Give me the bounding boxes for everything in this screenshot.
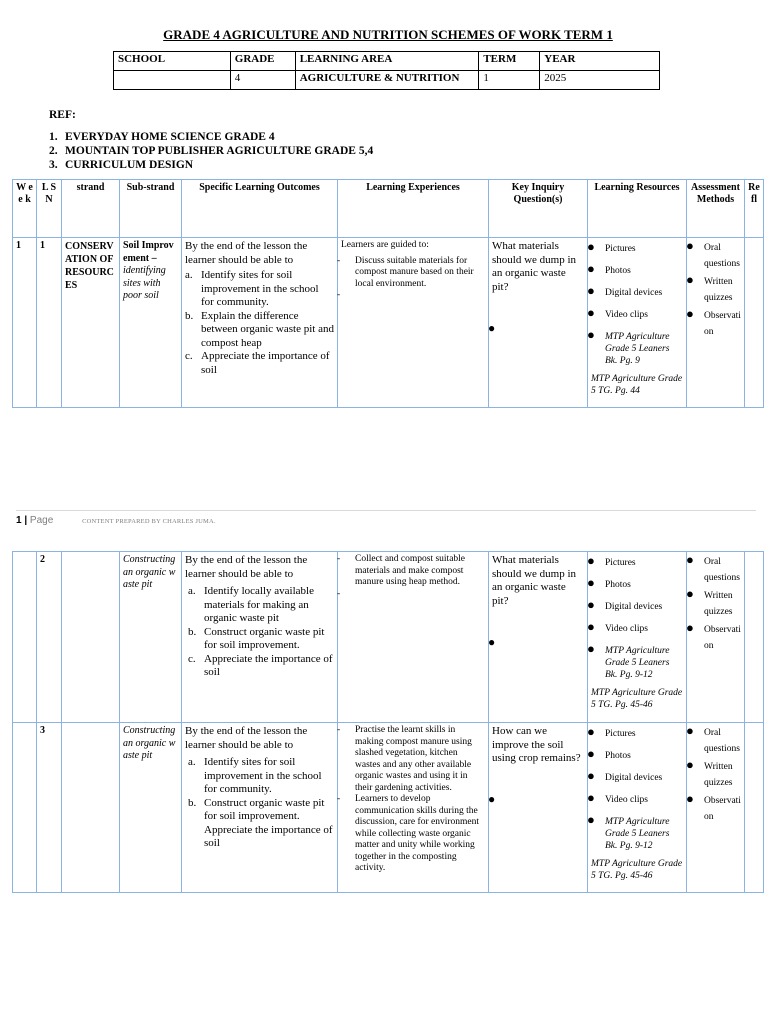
slo-item: b. Construct organic waste pit for soil improvement. Appreciate the importance of soil [188, 796, 333, 849]
reference-item: 1. EVERYDAY HOME SCIENCE GRADE 4 [49, 131, 275, 143]
resource-tg: MTP Agriculture Grade 5 TG. Pg. 44 [591, 374, 683, 396]
page-number: 1 | [16, 515, 28, 526]
experiences-cell: - Collect and compost suitable materials and make compost manure using heap method. - [338, 552, 489, 723]
table-row [13, 238, 764, 408]
kiq-cell [489, 238, 588, 408]
page-word: Page [29, 515, 54, 526]
resource-item: ● MTP Agriculture Grade 5 Leaners Bk. Pg. 9-12 [587, 641, 670, 680]
substrand-desc: Constructing an organic waste pit [123, 554, 176, 590]
col-week: W e e k [13, 180, 37, 238]
exp-item: - Learners to develop communication skills during the discussion, care for environment while collecting waste organic matter and unity while working together in the composting activity. [337, 794, 479, 873]
lsn-cell: 2 [37, 552, 62, 723]
assessment-item: ● Written quizzes [686, 586, 733, 617]
week-cell [13, 552, 37, 723]
slo-intro: By the end of the lesson the learner should be able to [185, 240, 308, 266]
substrand-title: Soil Improvement – [123, 240, 174, 264]
assessment-item: ● Observation [686, 620, 741, 651]
col-slo: Specific Learning Outcomes [182, 180, 338, 238]
experiences-cell [338, 723, 489, 893]
slo-item: a. Identify locally available materials for making an organic waste pit [188, 585, 314, 624]
resource-tg: MTP Agriculture Grade 5 TG. Pg. 45-46 [591, 859, 683, 881]
resource-item: ● Digital devices [587, 597, 663, 612]
info-header-learning-area: LEARNING AREA [295, 52, 479, 71]
slo-item: a. Identify sites for soil improvement in the school for community. [188, 756, 322, 795]
strand-cell: CONSERVATION OF RESOURCES [62, 238, 120, 408]
exp-item: - Collect and compost suitable materials and make compost manure using heap method. [337, 554, 466, 587]
resources-cell [588, 552, 687, 723]
exp-item: - Practise the learnt skills in making compost manure using slashed vegetation, kitchen wastes and any other available organic wastes and using it in their gardening activities. [337, 725, 472, 793]
resource-item: ● Photos [587, 261, 631, 276]
reflection-cell [745, 238, 764, 408]
exp-item: - Discuss suitable materials for compost manure based on their local environment. [337, 255, 474, 289]
resource-item: ● Photos [587, 575, 631, 590]
bullet-icon: ● [488, 635, 496, 649]
info-value-school [114, 71, 231, 90]
col-kiq: Key Inquiry Question(s) [489, 180, 588, 238]
reference-list [49, 130, 373, 172]
info-value-learning-area: AGRICULTURE & NUTRITION [295, 71, 479, 90]
substrand-cell [120, 723, 182, 893]
week-cell [13, 723, 37, 893]
resource-tg: MTP Agriculture Grade 5 TG. Pg. 45-46 [591, 688, 683, 710]
col-experiences: Learning Experiences [338, 180, 489, 238]
reflection-cell [745, 723, 764, 893]
assessment-cell [687, 238, 745, 408]
slo-intro: By the end of the lesson the learner should be able to [185, 554, 308, 580]
info-header-school: SCHOOL [114, 52, 231, 71]
kiq-cell [489, 552, 588, 723]
table-row [13, 723, 764, 893]
col-resources: Learning Resources [588, 180, 687, 238]
assessment-item: ● Oral questions [686, 552, 740, 583]
strand-cell [62, 552, 120, 723]
info-value-grade: 4 [230, 71, 295, 90]
document-title: GRADE 4 AGRICULTURE AND NUTRITION SCHEMES OF WORK TERM 1 [163, 27, 613, 42]
info-header-grade: GRADE [230, 52, 295, 71]
resource-item: ● Video clips [587, 305, 648, 320]
slo-cell [182, 238, 338, 408]
page-footer [16, 510, 756, 526]
ref-label: REF: [49, 109, 76, 121]
resource-item: ● Pictures [587, 724, 636, 739]
resources-cell [588, 238, 687, 408]
footer-credit: CONTENT PREPARED BY CHARLES JUMA. [82, 518, 216, 525]
scheme-table-page2 [12, 551, 764, 893]
resource-item: ● MTP Agriculture Grade 5 Leaners Bk. Pg. 9-12 [587, 812, 670, 851]
reference-item: 3. CURRICULUM DESIGN [49, 159, 194, 171]
slo-intro: By the end of the lesson the learner should be able to [185, 725, 308, 751]
assessment-item: ● Oral questions [686, 723, 740, 754]
resource-item: ● Digital devices [587, 768, 663, 783]
lsn-cell: 3 [37, 723, 62, 893]
table-row [13, 552, 764, 723]
lsn-cell: 1 [37, 238, 62, 408]
assessment-item: ● Observation [686, 306, 741, 337]
slo-item: b. Construct organic waste pit for soil improvement. [188, 625, 325, 651]
info-table [113, 51, 660, 90]
resource-item: ● Digital devices [587, 283, 663, 298]
resource-item: ● Video clips [587, 790, 648, 805]
assessment-item: ● Observation [686, 791, 741, 822]
kiq-text: What materials should we dump in an organic waste pit? [492, 554, 577, 607]
slo-item: a. Identify sites for soil improvement in the school for community. [185, 269, 319, 308]
slo-item: c. Appreciate the importance of soil [188, 652, 333, 678]
col-assessment: Assessment Methods [687, 180, 745, 238]
substrand-cell [120, 552, 182, 723]
slo-item: b. Explain the difference between organic waste pit and compost heap [185, 309, 334, 349]
col-reflection: Refl [745, 180, 764, 238]
scheme-table-page1 [12, 179, 764, 408]
substrand-cell [120, 238, 182, 408]
col-substrand: Sub-strand [120, 180, 182, 238]
week-cell: 1 [13, 238, 37, 408]
assessment-item: ● Written quizzes [686, 757, 733, 788]
info-value-term: 1 [479, 71, 540, 90]
assessment-cell [687, 552, 745, 723]
info-value-year: 2025 [540, 71, 660, 90]
substrand-desc: Constructing an organic waste pit [123, 725, 176, 761]
kiq-cell [489, 723, 588, 893]
substrand-desc: identifying sites with poor soil [123, 265, 166, 301]
resource-item: ● Pictures [587, 553, 636, 568]
exp-intro: Learners are guided to: [341, 240, 429, 250]
bullet-icon: ● [488, 792, 496, 806]
col-strand: strand [62, 180, 120, 238]
slo-cell [182, 723, 338, 893]
resource-item: ● MTP Agriculture Grade 5 Leaners Bk. Pg. 9 [587, 327, 670, 366]
kiq-text: What materials should we dump in an organic waste pit? [492, 240, 577, 293]
info-header-year: YEAR [540, 52, 660, 71]
resource-item: ● Video clips [587, 619, 648, 634]
assessment-item: ● Written quizzes [686, 272, 733, 303]
kiq-text: How can we improve the soil using crop remains? [492, 725, 581, 764]
slo-item: c. Appreciate the importance of soil [185, 350, 330, 376]
resource-item: ● Pictures [587, 239, 636, 254]
assessment-item: ● Oral questions [686, 238, 740, 269]
strand-cell [62, 723, 120, 893]
reference-item: 2. MOUNTAIN TOP PUBLISHER AGRICULTURE GRADE 5,4 [49, 145, 374, 157]
resource-item: ● Photos [587, 746, 631, 761]
resources-cell [588, 723, 687, 893]
experiences-cell: Learners are guided to: - Discuss suitable materials for compost manure based on their local environment. - [338, 238, 489, 408]
reflection-cell [745, 552, 764, 723]
assessment-cell [687, 723, 745, 893]
slo-cell [182, 552, 338, 723]
col-lsn: L S N [37, 180, 62, 238]
bullet-icon: ● [488, 321, 496, 335]
info-header-term: TERM [479, 52, 540, 71]
